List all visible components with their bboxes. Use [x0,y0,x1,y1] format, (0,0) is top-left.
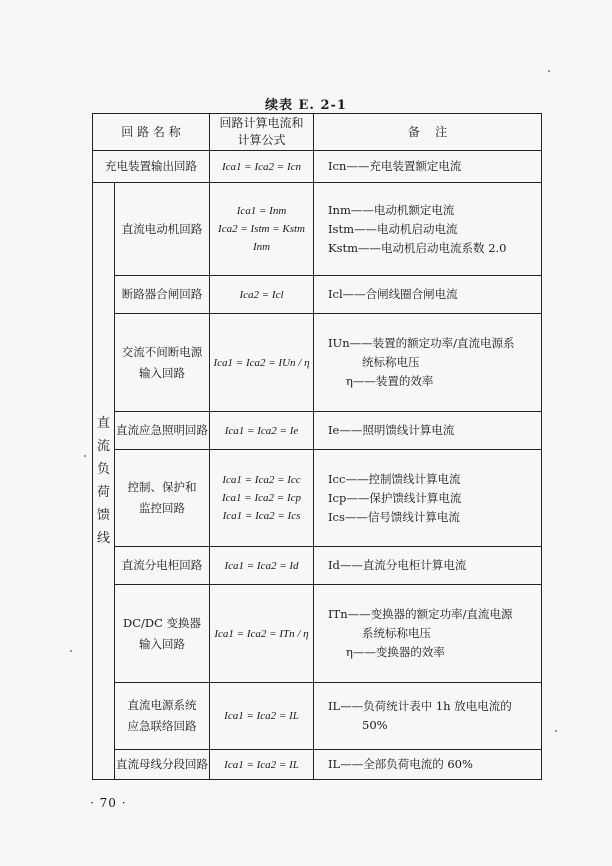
formula: Ica1 = Ica2 = IL [210,750,314,780]
formula: Ica1 = Ica2 = Icc Ica1 = Ica2 = Icp Ica1 = Ica2 = Ics [210,450,314,547]
header-formula: 回路计算电流和 计算公式 [210,114,314,151]
formula: Ica1 = Ica2 = ITn / η [210,585,314,683]
formula: Ica1 = Ica2 = Id [210,547,314,585]
category-cell [93,183,115,780]
table-row [93,276,542,314]
circuit-name: 直流母线分段回路 [115,750,210,780]
scan-speck [555,730,557,732]
note: IL——全部负荷电流的 60% [314,750,542,780]
scan-speck [84,455,86,457]
circuit-name: 直流电动机回路 [115,183,210,276]
formula: Ica1 = Ica2 = Ie [210,412,314,450]
category-label: 直流负荷馈线 [96,416,110,546]
circuit-name: 控制、保护和 监控回路 [115,450,210,547]
page-number: · 70 · [90,796,127,810]
note: Icl——合闸线圈合闸电流 [314,276,542,314]
circuit-name: 断路器合闸回路 [115,276,210,314]
circuit-name: 充电装置输出回路 [93,151,210,183]
note: Ie——照明馈线计算电流 [314,412,542,450]
note: Id——直流分电柜计算电流 [314,547,542,585]
header-name: 回 路 名 称 [93,114,210,151]
circuit-name: 直流应急照明回路 [115,412,210,450]
table-row [93,750,542,780]
note: Inm——电动机额定电流 Istm——电动机启动电流 Kstm——电动机启动电流系数 2.0 [314,183,542,276]
formula: Ica2 = Icl [210,276,314,314]
circuit-name: 直流分电柜回路 [115,547,210,585]
current-calculation-table [92,113,542,780]
table-row [93,412,542,450]
formula: Ica1 = Ica2 = IUn / η [210,314,314,412]
note: ITn——变换器的额定功率/直流电源 系统标称电压 η——变换器的效率 [314,585,542,683]
formula: Ica1 = Inm Ica2 = Istm = Kstm Inm [210,183,314,276]
table-row [93,183,542,276]
table-row [93,314,542,412]
note: IL——负荷统计表中 1h 放电电流的 50% [314,683,542,750]
formula: Ica1 = Ica2 = IL [210,683,314,750]
table-row [93,151,542,183]
note: IUn——装置的额定功率/直流电源系 统标称电压 η——装置的效率 [314,314,542,412]
note: Icc——控制馈线计算电流 Icp——保护馈线计算电流 Ics——信号馈线计算电流 [314,450,542,547]
table-title: 续表 E. 2-1 [265,98,347,113]
table-row [93,585,542,683]
table-row [93,547,542,585]
formula: Ica1 = Ica2 = Icn [210,151,314,183]
table-row [93,450,542,547]
table-row [93,683,542,750]
header-row [93,114,542,151]
circuit-name: 直流电源系统 应急联络回路 [115,683,210,750]
header-note: 备 注 [314,114,542,151]
scan-speck [70,650,72,652]
circuit-name: 交流不间断电源 输入回路 [115,314,210,412]
circuit-name: DC/DC 变换器 输入回路 [115,585,210,683]
note: Icn——充电装置额定电流 [314,151,542,183]
scan-speck [548,70,550,72]
